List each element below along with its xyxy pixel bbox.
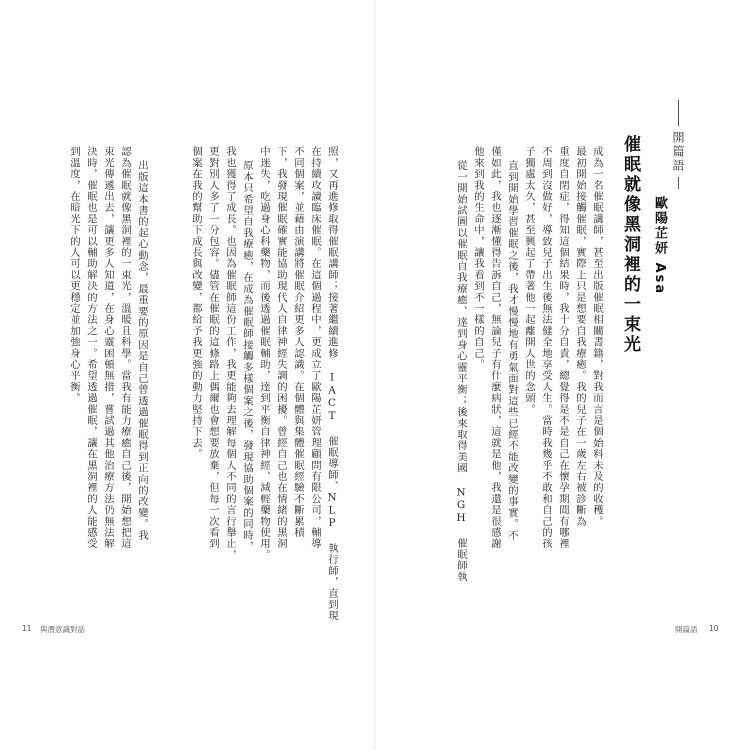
body-column: 不周到沒做好，導致兒子出生後無法健全地享受人生。當時我幾乎不敢和自己的孩	[540, 146, 552, 550]
body-column: 子獨處太久，甚至興起了帶著他一起離開人世的念頭。	[523, 146, 535, 415]
body-column: 中迷失，吃過身心科藥物，而後透過催眠輔助，達到平衡自律神經、減輕藥物使用。	[258, 146, 270, 561]
section-rule-top	[678, 100, 679, 126]
body-column: 成為一名催眠講師，甚至出版催眠相關書籍，對我而言是個始料未及的收穫。	[591, 146, 603, 527]
body-column: 束光傳遞出去，讓更多人知道，在身心靈困頓無措，嘗試過其他治療方法仍無法解	[102, 146, 114, 550]
section-label: 開篇語	[671, 131, 685, 173]
section-rule-bottom	[678, 177, 679, 189]
right-page-number: 10	[709, 624, 719, 633]
body-column: 到溫度，在暗光下的人可以更穩定並加強身心平衡。	[68, 146, 80, 404]
page-gutter	[374, 0, 376, 750]
left-running-head: 與潛意識對話	[40, 625, 85, 634]
body-column: 他來到我的生命中，讓我看到不一樣的自己。	[472, 146, 484, 370]
body-column: 下，我發現催眠確實能協助現代人自律神經失調的困擾。曾經自己也在情緒的黑洞	[275, 146, 287, 550]
body-column: 僅如此，我也逐漸懂得告訴自己，無論兒子有什麼病狀，這就是他，我還是很感謝	[489, 146, 501, 550]
left-page-number: 11	[22, 624, 32, 633]
body-column: 從一開始試圖以催眠自我療癒、達到身心靈平衡；後來取得美國 NGH 催眠師執	[455, 160, 467, 583]
body-column: 我也獲得了成長。也因為催眠師這份工作，我更能夠去理解每個人不同的言行舉止，	[224, 146, 236, 561]
body-column: 在持續攻讀臨床催眠。在這個過程中，更成立了歐陽芷妍管理顧問有限公司，輔導	[309, 146, 321, 550]
body-column: 個案在我的幫助下成長與改變，都給予我更強的動力堅持下去。	[190, 146, 202, 460]
body-column: 照，又再進修取得催眠講師；接著繼續進修 IACT 催眠導師、NLP 執行師，直到現	[326, 146, 338, 622]
author-name: 歐陽芷妍 Asa	[652, 196, 667, 296]
body-column: 決時，催眠也是可以輔助解決的方法之一。希望透過催眠，讓在黑洞裡的人能感受	[85, 146, 97, 550]
right-running-head: 開篇語	[675, 625, 698, 634]
body-column: 出版這本書的起心動念，最重要的原因是自己曾透過催眠得到正向的改變。我	[136, 160, 148, 541]
body-column: 認為催眠就像黑洞裡的一束光，溫暖且科學。當我有能力療癒自己後，開始想把這	[119, 146, 131, 550]
body-column: 原本只希望自我療癒，在成為催眠師接觸多樣個案之後，發現協助個案的同時，	[241, 160, 253, 552]
body-column: 最初開始接觸催眠，實際上只是想要自我療癒。我的兒子在一歲左右被診斷為	[574, 146, 586, 527]
body-column: 更對別人多了一分包容。儘管在催眠的這條路上偶爾也會想要放棄，但每一次看到	[207, 146, 219, 550]
body-column: 直到開始學習催眠之後，我才慢慢地有勇氣面對這些已經不能改變的事實。不	[506, 160, 518, 541]
body-column: 不同個案，並藉由演講將催眠介紹更多人認識。在個體與集體催眠經驗不斷累積	[292, 146, 304, 538]
body-column: 重度自閉症，得知這個結果時，我十分自責，總覺得是不是自己在懷孕期間有哪裡	[557, 146, 569, 550]
article-title: 催眠就像黑洞裡的一束光	[620, 135, 640, 355]
